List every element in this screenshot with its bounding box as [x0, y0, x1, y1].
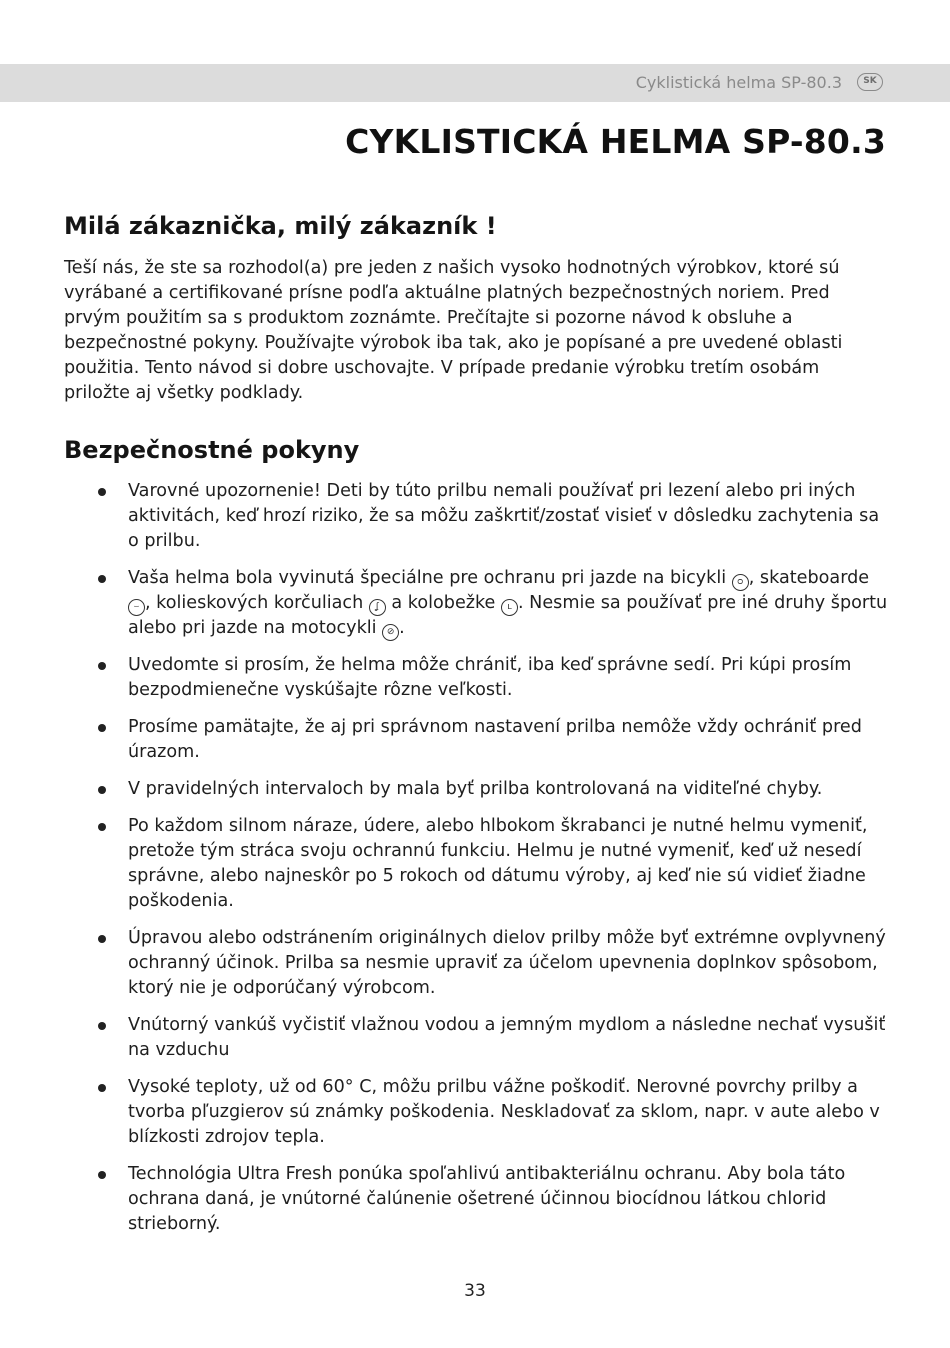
roller-skate-icon: ʆ: [369, 599, 386, 616]
list-item-text: V pravidelných intervaloch by mala byť prilba kontrolovaná na viditeľné chyby.: [128, 779, 823, 799]
bullet-icon: [98, 1022, 106, 1030]
list-item-text: Varovné upozornenie! Deti by túto prilbu nemali používať pri lezení alebo pri iných aktivitách, keď hrozí riziko, že sa môžu zaškrtiť/zostať visieť v dôsledku zachytenia sa o prilbu.: [128, 481, 880, 551]
list-item-text: Technológia Ultra Fresh ponúka spoľahlivú antibakteriálnu ochranu. Aby bola táto ochrana daná, je vnútorné čalúnenie ošetrené účinnou biocídnou látkou chlorid strieborný.: [128, 1164, 846, 1234]
list-item-text: Uvedomte si prosím, že helma môže chrániť, iba keď správne sedí. Pri kúpi prosím bezpodmienečne vyskúšajte rôzne veľkosti.: [128, 655, 852, 700]
language-badge: SK: [857, 73, 883, 91]
bullet-icon: [98, 1171, 106, 1179]
list-item-text: . Nesmie sa používať pre iné druhy športu alebo pri jazde na motocykli: [128, 593, 888, 638]
list-item-text: .: [399, 618, 405, 638]
safety-list: [64, 479, 888, 1249]
list-item-text: Vaša helma bola vyvinutá špeciálne pre ochranu pri jazde na bicykli: [128, 568, 732, 588]
list-item: [64, 1075, 888, 1150]
list-item: [64, 1013, 888, 1063]
page-title: CYKLISTICKÁ HELMA SP-80.3: [345, 122, 886, 161]
safety-heading: Bezpečnostné pokyny: [64, 436, 360, 464]
list-item: [64, 479, 888, 554]
greeting-heading: Milá zákaznička, milý zákazník !: [64, 212, 497, 240]
list-item-text: Prosíme pamätajte, že aj pri správnom nastavení prilba nemôže vždy ochrániť pred úrazom.: [128, 717, 862, 762]
running-title: Cyklistická helma SP-80.3: [635, 73, 842, 92]
bullet-icon: [98, 935, 106, 943]
list-item-text: Úpravou alebo odstránením originálnych dielov prilby môže byť extrémne ovplyvnený ochranný účinok. Prilba sa nesmie upraviť za účelom upevnenia doplnkov spôsobom, ktorý nie je odporúčaný výrobcom.: [128, 928, 886, 998]
list-item-text: Po každom silnom náraze, údere, alebo hlbokom škrabanci je nutné helmu vymeniť, pretože tým stráca svoju ochrannú funkciu. Helmu je nutné vymeniť, keď už nesedí správne, alebo najneskôr po 5 rokoch od dátumu výroby, aj keď nie sú vidieť žiadne poškodenia.: [128, 816, 868, 911]
page-number: 33: [464, 1281, 486, 1301]
bullet-icon: [98, 724, 106, 732]
list-item-text: Vysoké teploty, už od 60° C, môžu prilbu vážne poškodiť. Nerovné povrchy prilby a tvorba pľuzgierov sú známky poškodenia. Neskladovať za sklom, napr. v aute alebo v blízkosti zdrojov tepla.: [128, 1077, 880, 1147]
list-item: [64, 777, 888, 802]
list-item: [64, 1162, 888, 1237]
list-item-text: Vnútorný vankúš vyčistiť vlažnou vodou a jemným mydlom a následne nechať vysušiť na vzduchu: [128, 1015, 886, 1060]
list-item-text: , kolieskových korčuliach: [145, 593, 369, 613]
list-item: [64, 566, 888, 641]
bullet-icon: [98, 575, 106, 583]
bullet-icon: [98, 823, 106, 831]
list-item: [64, 814, 888, 914]
bullet-icon: [98, 662, 106, 670]
no-motorcycle-icon: ⊘: [382, 624, 399, 641]
list-item: [64, 926, 888, 1001]
list-item: [64, 653, 888, 703]
intro-paragraph: Teší nás, že ste sa rozhodol(a) pre jeden z našich vysoko hodnotných výrobkov, ktoré sú vyrábané a certifikované prísne podľa aktuálne platných bezpečnostných noriem. Pred prvým použitím sa s produktom zoznámte. Prečítajte si pozorne návod k obsluhe a bezpečnostné pokyny. Používajte výrobok iba tak, ako je popísané a pre uvedené oblasti použitia. Tento návod si dobre uschovajte. V prípade predanie výrobku tretím osobám priložte aj všetky podklady.: [64, 258, 843, 403]
list-item-text: , skateboarde: [748, 568, 870, 588]
bicycle-icon: ᴑ: [732, 574, 749, 591]
bullet-icon: [98, 488, 106, 496]
bullet-icon: [98, 786, 106, 794]
skateboard-icon: ⌣: [128, 599, 145, 616]
list-item: [64, 715, 888, 765]
list-item-text: a kolobežke: [385, 593, 501, 613]
bullet-icon: [98, 1084, 106, 1092]
scooter-icon: ʟ: [501, 599, 518, 616]
